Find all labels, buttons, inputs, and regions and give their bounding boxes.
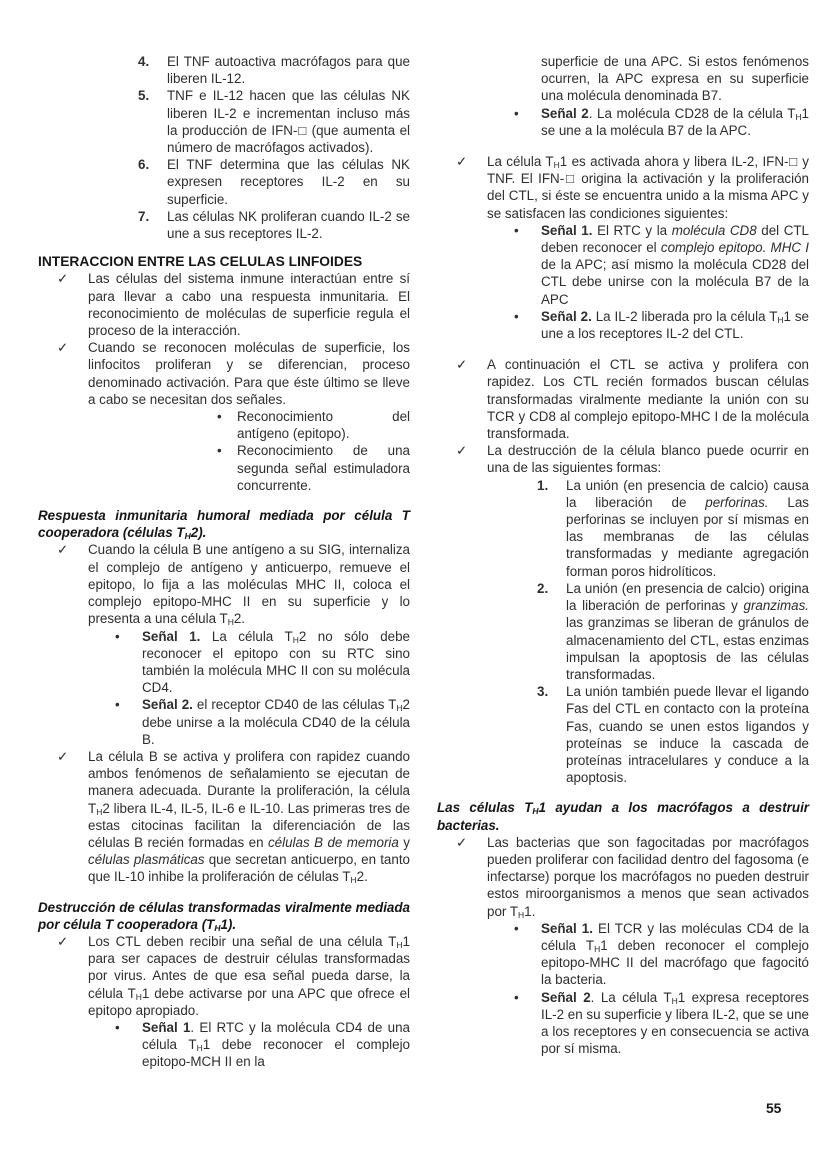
text-run: Señal 1. — [541, 222, 593, 238]
numbered-list-item — [437, 477, 809, 580]
text-run: . La célula $T_H1$ expresa receptores IL-2 en su superficie y libera IL-2, que se une a los receptores y en consecuencia se activa por sí misma. — [541, 989, 809, 1057]
item-text — [88, 339, 410, 408]
item-text — [167, 156, 410, 208]
column-1 — [38, 53, 410, 1071]
text-run: . La molécula CD28 de la célula $T_H1$ se une a la molécula B7 de la APC. — [541, 105, 809, 138]
text-run: La célula $T_H1$ es activada ahora y libera IL-2, IFN-□ y TNF. El IFN-□ origina la activación y la proliferación del CTL, si éste se encuentra unido a la misma APC y se satisfacen las condiciones siguientes: — [487, 154, 809, 221]
numbered-list-item — [437, 683, 809, 786]
item-text — [487, 442, 809, 476]
check-icon: ✓ — [57, 271, 69, 287]
bullet-list-item — [38, 628, 410, 697]
check-list-item — [38, 933, 410, 1019]
numbered-list-item — [38, 53, 410, 87]
item-text — [566, 477, 809, 580]
text-run: TNF e IL-12 hacen que las células NK liberen IL-2 e incrementan incluso más la producción de IFN-□ (que aumenta el número de macrófagos activados). — [167, 88, 410, 156]
text-run: Destrucción de células transformadas viralmente mediada por célula T cooperadora $(T_H1)$. — [38, 899, 410, 933]
item-number: 1. — [537, 477, 549, 493]
text-run: INTERACCION ENTRE LAS CELULAS LINFOIDES — [38, 254, 363, 270]
subscript-h: H — [396, 939, 403, 950]
text-run: Respuesta inmunitaria humoral mediada por célula T cooperadora (células $T_H2$). — [38, 508, 410, 542]
check-list-item — [38, 748, 410, 886]
bullet-list-item — [437, 920, 809, 989]
item-number: 5. — [138, 88, 150, 104]
item-number: 3. — [537, 684, 549, 700]
text-run: La unión también puede llevar el ligando Fas del CTL en contacto con la proteína Fas, cuando se unen estos ligandos y proteínas se induce la cascada de proteínas intracelulares y conduce a la apoptosis. — [566, 684, 809, 786]
text-run: . El RTC y la molécula CD4 de una célula $T_H1$ debe reconocer el complejo epitopo-MCH II en la — [142, 1019, 410, 1070]
text-run: Señal 2 — [541, 989, 591, 1005]
check-list-item — [437, 834, 809, 920]
bullet-list-item — [38, 696, 410, 748]
check-icon: ✓ — [57, 748, 69, 764]
bullet-list-item — [437, 308, 809, 342]
subscript-h: H — [214, 922, 221, 933]
check-list-item — [38, 541, 410, 627]
text-run: El TCR y las moléculas CD4 de la célula $T_H1$ deben reconocer el complejo epitopo-MHC II del macrófago que fagocitó la bacteria. — [541, 920, 809, 988]
check-icon: ✓ — [57, 340, 69, 356]
check-list-item — [437, 356, 809, 442]
item-text — [237, 408, 410, 442]
sub-bullet-list-item — [38, 408, 410, 442]
subscript-h: H — [350, 875, 357, 886]
subscript-h: H — [96, 806, 103, 817]
subscript-h: H — [196, 1043, 203, 1054]
check-list-item — [38, 270, 410, 339]
text-run: perforinas. — [705, 494, 769, 510]
check-icon: ✓ — [456, 357, 468, 373]
check-icon: ✓ — [456, 154, 468, 170]
subscript-h: H — [532, 806, 539, 817]
subscript-h: H — [227, 617, 234, 628]
bullet-icon: • — [514, 920, 519, 936]
text-run: células plasmáticas — [88, 852, 205, 868]
item-text — [566, 683, 809, 786]
bullet-icon: • — [514, 105, 519, 121]
subscript-h: H — [553, 160, 560, 171]
text-run: Señal 1. — [142, 628, 201, 644]
text-run: Cuando la célula B une antígeno a su SIG, internaliza el complejo de antígeno y anticuerpo, remueve el epitopo, lo fija a las moléculas MHC II, coloca el complejo epitopo-MHC II en su superficie y lo presenta a una célula $T_H2$. — [88, 542, 410, 628]
sub-bullet-list-item — [38, 442, 410, 494]
text-run: Señal 2. — [541, 308, 592, 324]
text-run: La unión (en presencia de calcio) causa la liberación de — [566, 477, 809, 510]
subscript-h: H — [795, 111, 802, 122]
text-run: Señal 1. — [541, 920, 593, 936]
text-run: Los CTL deben recibir una señal de una célula $T_H1$ para ser capaces de destruir células transformadas por virus. Antes de que esa señal pueda darse, la célula $T_H1$ debe activarse por una APC que ofrece el epitopo apropiado. — [88, 933, 410, 1018]
text-run: La IL-2 liberada pro la célula $T_H1$ se une a los receptores IL-2 del CTL. — [541, 308, 809, 342]
text-run: granzimas. — [743, 598, 809, 614]
item-number: 7. — [138, 208, 150, 224]
text-run: el receptor CD40 de las células $T_H2$ debe unirse a la molécula CD40 de la célula B. — [142, 697, 410, 747]
text-run: La unión (en presencia de calcio) origina la liberación de perforinas y — [566, 580, 809, 614]
item-text — [566, 580, 809, 683]
subscript-h: H — [777, 314, 784, 325]
text-run: complejo epitopo. MHC I — [660, 240, 809, 256]
item-text — [541, 308, 809, 342]
item-text — [487, 356, 809, 442]
item-text — [142, 628, 410, 697]
bullet-icon: • — [115, 1019, 120, 1035]
item-text — [88, 933, 410, 1019]
item-number: 2. — [537, 580, 549, 596]
text-run: El RTC y la — [592, 222, 672, 238]
check-list-item — [38, 339, 410, 408]
bullet-list-item — [437, 222, 809, 308]
item-text — [142, 1019, 410, 1071]
item-number: 4. — [138, 54, 150, 69]
text-run: Señal 2. — [142, 697, 193, 713]
text-run: Las células $T_H1$ ayudan a los macrófagos a destruir bacterias. — [437, 800, 810, 833]
continuation-paragraph — [437, 53, 809, 105]
subscript-h: H — [518, 909, 525, 920]
item-text — [541, 989, 809, 1058]
item-text — [541, 920, 809, 989]
subscript-h: H — [135, 991, 142, 1002]
bullet-list-item — [38, 1019, 410, 1071]
numbered-list-item — [38, 208, 410, 242]
bullet-icon: • — [514, 222, 519, 238]
bullet-list-item — [437, 989, 809, 1058]
subscript-h: H — [396, 703, 403, 714]
paragraph-gap — [437, 139, 809, 153]
text-run: La célula B se activa y prolifera con rapidez cuando ambos fenómenos de señalamiento se ejecutan de manera adecuada. Durante la proliferación, la célula $T_H2$ libera IL-4, IL-5, IL-6 e IL-10. Las primeras tres de estas citocinas facilitan la diferenciación de las células B recién formadas en — [88, 748, 410, 850]
text-run: El TNF autoactiva macrófagos para que liberen IL-12. — [167, 54, 410, 87]
item-text — [88, 748, 410, 886]
text-run: Reconocimiento del antígeno (epitopo). — [237, 409, 410, 442]
numbered-list-item — [38, 87, 410, 156]
bullet-list-item — [437, 105, 809, 139]
text-run: de la APC; así mismo la molécula CD28 del CTL debe unirse con la molécula B7 de la APC — [541, 257, 809, 307]
bullet-icon: • — [115, 628, 120, 644]
text-run: las granzimas se liberan de gránulos de almacenamiento del CTL, estas enzimas impulsan la apoptosis de las células transformadas. — [566, 615, 809, 682]
check-icon: ✓ — [57, 542, 69, 558]
bullet-icon: • — [217, 443, 222, 459]
numbered-list-item — [38, 156, 410, 208]
subscript-h: H — [184, 531, 191, 542]
text-run: La célula $T_H2$ no sólo debe reconocer el epitopo con su RTC sino también la molécula MHC II con su molécula CD4. — [142, 628, 410, 696]
bullet-icon: • — [514, 308, 519, 324]
item-text — [487, 834, 809, 920]
text-run: El TNF determina que las células NK expresen receptores IL-2 en su superficie. — [167, 157, 410, 207]
text-run: Reconocimiento de una segunda señal estimuladora concurrente. — [237, 443, 410, 493]
text-run: células B de memoria — [267, 834, 399, 850]
subscript-h: H — [594, 943, 601, 954]
subscript-h: H — [292, 634, 299, 645]
text-run: superficie de una APC. Si estos fenómenos ocurren, la APC expresa en su superficie una molécula denominada B7. — [541, 54, 809, 104]
item-text — [487, 153, 809, 222]
text-run: A continuación el CTL se activa y prolifera con rapidez. Los CTL recién formados buscan células transformadas viralmente mediante la unión con su TCR y CD8 al complejo epitopo-MHC I de la molécula transformada. — [487, 357, 809, 442]
check-icon: ✓ — [57, 933, 69, 949]
text-run: La destrucción de la célula blanco puede ocurrir en una de las siguientes formas: — [487, 443, 809, 476]
text-run: Las bacterias que son fagocitadas por macrófagos pueden proliferar con facilidad dentro del fagosoma (e infectarse) porque los macrófagos no pueden destruir estos miroorganismos a menos que sean activados por $T_H1$. — [487, 834, 809, 920]
item-text — [167, 87, 410, 156]
text-run: del CTL deben reconocer el — [541, 222, 810, 256]
text-run: que secretan anticuerpo, en tanto que IL-10 inhibe la proliferación de células $T_H2$. — [88, 852, 410, 886]
section-heading — [38, 253, 410, 270]
item-number: 6. — [138, 157, 150, 173]
bullet-icon: • — [217, 409, 222, 425]
bullet-icon: • — [115, 697, 120, 713]
text-run: Las células NK proliferan cuando IL-2 se une a sus receptores IL-2. — [167, 208, 410, 242]
text-run: molécula CD8 — [671, 222, 757, 238]
item-text — [167, 53, 410, 87]
page-number: 55 — [766, 1101, 782, 1116]
text-run: Las células del sistema inmune interactúan entre sí para llevar a cabo una respuesta inmunitaria. El reconocimiento de moléculas de superficie regula el proceso de la interacción. — [88, 271, 410, 339]
subsection-heading — [437, 799, 809, 833]
item-text — [237, 442, 410, 494]
check-list-item — [437, 442, 809, 476]
check-list-item — [437, 153, 809, 222]
text-run: Señal 1 — [142, 1019, 191, 1035]
text-run: y — [398, 834, 410, 850]
item-text — [167, 208, 410, 242]
item-text — [88, 270, 410, 339]
column-2 — [437, 53, 809, 1071]
subsection-heading — [38, 507, 410, 541]
check-icon: ✓ — [456, 443, 468, 459]
text-run: Cuando se reconocen moléculas de superficie, los linfocitos proliferan y se diferencian, proceso denominado activación. Para que éste último se lleve a cabo se necesitan dos señales. — [88, 340, 410, 407]
numbered-list-item — [437, 580, 809, 683]
text-run: Las perforinas se incluyen por sí mismas en las membranas de las células transformadas y mediante agregación forman poros hidrolíticos. — [566, 494, 809, 579]
item-text — [541, 53, 809, 105]
subscript-h: H — [671, 995, 678, 1006]
bullet-icon: • — [514, 989, 519, 1005]
check-icon: ✓ — [456, 834, 468, 850]
text-columns — [38, 53, 809, 1071]
item-text — [541, 105, 809, 139]
item-text — [541, 222, 809, 308]
item-text — [142, 696, 410, 748]
item-text — [88, 541, 410, 627]
text-run: Señal 2 — [541, 105, 589, 121]
subsection-heading — [38, 899, 410, 933]
paragraph-gap — [437, 342, 809, 356]
